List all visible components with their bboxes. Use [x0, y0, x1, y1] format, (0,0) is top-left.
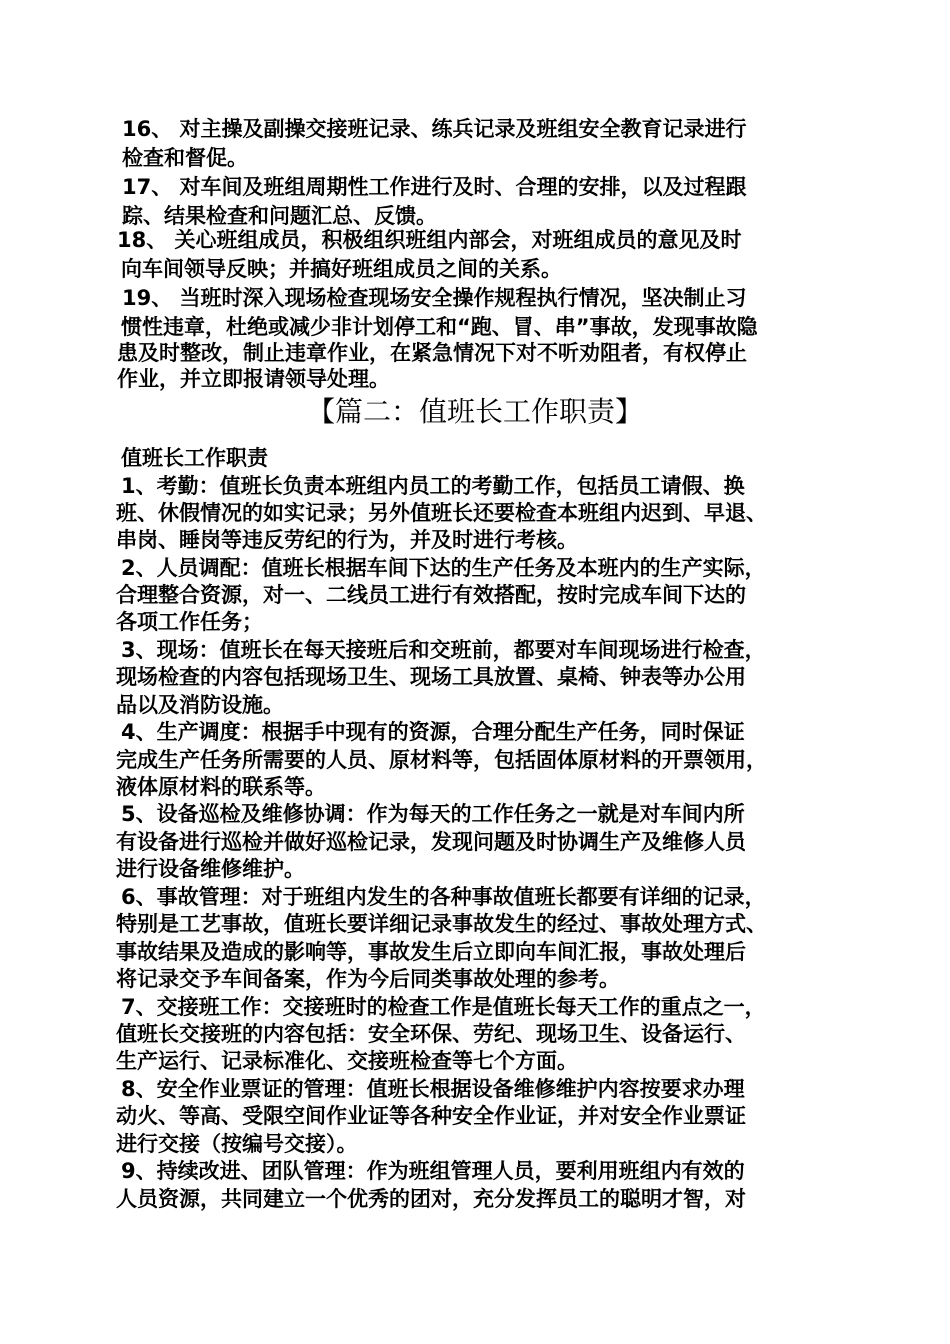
text-line: 将记录交予车间备案，作为今后同类事故处理的参考。 — [116, 967, 620, 991]
text-line: 1、考勤：值班长负责本班组内员工的考勤工作，包括员工请假、换 — [121, 474, 745, 498]
text-line: 检查和督促。 — [122, 146, 248, 170]
text-line: 向车间领导反映；并搞好班组成员之间的关系。 — [121, 257, 562, 281]
text-line: 生产运行、记录标准化、交接班检查等七个方面。 — [116, 1049, 578, 1073]
text-line: 液体原材料的联系等。 — [116, 775, 326, 799]
text-line: 17、 对车间及班组周期性工作进行及时、合理的安排，以及过程跟 — [122, 175, 747, 199]
text-line: 7、交接班工作：交接班时的检查工作是值班长每天工作的重点之一， — [121, 995, 766, 1019]
text-line: 16、 对主操及副操交接班记录、练兵记录及班组安全教育记录进行 — [122, 117, 747, 141]
text-line: 患及时整改，制止违章作业，在紧急情况下对不听劝阻者，有权停止 — [117, 341, 747, 365]
text-line: 6、事故管理：对于班组内发生的各种事故值班长都要有详细的记录， — [121, 885, 766, 909]
text-line: 动火、等高、受限空间作业证等各种安全作业证，并对安全作业票证 — [116, 1104, 746, 1128]
text-line: 惯性违章，杜绝或减少非计划停工和“跑、冒、串”事故，发现事故隐 — [121, 315, 758, 339]
text-line: 品以及消防设施。 — [116, 693, 284, 717]
text-line: 串岗、睡岗等违反劳纪的行为，并及时进行考核。 — [116, 528, 578, 552]
text-line: 4、生产调度：根据手中现有的资源，合理分配生产任务，同时保证 — [121, 720, 745, 744]
text-line: 有设备进行巡检并做好巡检记录，发现问题及时协调生产及维修人员 — [116, 830, 746, 854]
text-line: 现场检查的内容包括现场卫生、现场工具放置、桌椅、钟表等办公用 — [116, 665, 746, 689]
text-line: 2、人员调配：值班长根据车间下达的生产任务及本班内的生产实际， — [121, 556, 766, 580]
text-line: 19、 当班时深入现场检查现场安全操作规程执行情况，坚决制止习 — [122, 286, 747, 310]
text-line: 进行交接（按编号交接）。 — [116, 1132, 358, 1156]
subsection-heading: 值班长工作职责 — [121, 446, 268, 470]
text-line: 作业，并立即报请领导处理。 — [117, 367, 390, 391]
text-line: 事故结果及造成的影响等，事故发生后立即向车间汇报，事故处理后 — [116, 940, 746, 964]
text-line: 合理整合资源，对一、二线员工进行有效搭配，按时完成车间下达的 — [116, 583, 746, 607]
text-line: 踪、结果检查和问题汇总、反馈。 — [122, 204, 437, 228]
text-line: 各项工作任务； — [116, 610, 263, 634]
text-line: 人员资源，共同建立一个优秀的团对，充分发挥员工的聪明才智，对 — [116, 1187, 746, 1211]
text-line: 完成生产任务所需要的人员、原材料等，包括固体原材料的开票领用， — [116, 748, 767, 772]
text-line: 进行设备维修维护。 — [116, 857, 305, 881]
text-line: 9、持续改进、团队管理：作为班组管理人员，要利用班组内有效的 — [121, 1159, 745, 1183]
text-line: 5、设备巡检及维修协调：作为每天的工作任务之一就是对车间内所 — [121, 802, 745, 826]
text-line: 特别是工艺事故，值班长要详细记录事故发生的经过、事故处理方式、 — [116, 912, 767, 936]
section-title: 【篇二：值班长工作职责】 — [306, 395, 643, 428]
text-line: 班、休假情况的如实记录；另外值班长还要检查本班组内迟到、早退、 — [116, 501, 767, 525]
text-line: 8、安全作业票证的管理：值班长根据设备维修维护内容按要求办理 — [121, 1077, 745, 1101]
text-line: 值班长交接班的内容包括：安全环保、劳纪、现场卫生、设备运行、 — [116, 1022, 746, 1046]
text-line: 18、 关心班组成员，积极组织班组内部会，对班组成员的意见及时 — [117, 228, 742, 252]
text-line: 3、现场：值班长在每天接班后和交班前，都要对车间现场进行检查， — [121, 638, 766, 662]
